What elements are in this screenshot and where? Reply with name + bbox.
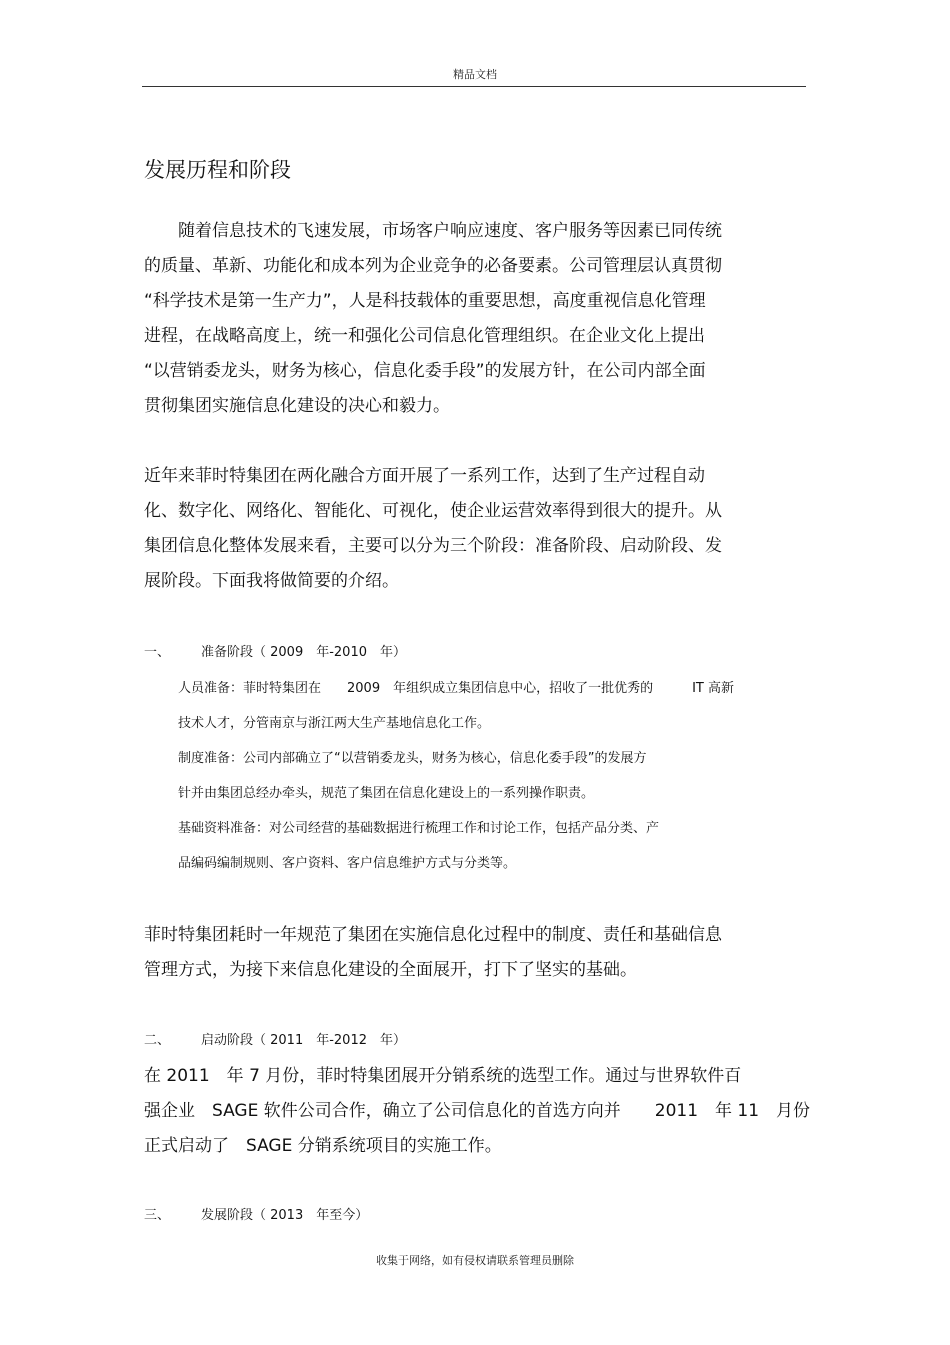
- section-number: 二、: [144, 1033, 171, 1048]
- paragraph-line: 在 2011 年 7 月份，菲时特集团展开分销系统的选型工作。通过与世界软件百: [144, 1066, 742, 1086]
- page-header: 精品文档: [453, 68, 497, 81]
- paragraph-line: 的质量、革新、功能化和成本列为企业竞争的必备要素。公司管理层认真贯彻: [144, 256, 722, 276]
- list-item-line: 人员准备：菲时特集团在 2009 年组织成立集团信息中心，招收了一批优秀的 IT 高新: [178, 681, 734, 696]
- list-item-line: 技术人才，分管南京与浙江两大生产基地信息化工作。: [178, 716, 491, 731]
- paragraph-line: 近年来菲时特集团在两化融合方面开展了一系列工作，达到了生产过程自动: [144, 466, 705, 486]
- paragraph-line: 正式启动了 SAGE 分销系统项目的实施工作。: [144, 1136, 502, 1156]
- paragraph-line: 化、数字化、网络化、智能化、可视化，使企业运营效率得到很大的提升。从: [144, 501, 722, 521]
- section-heading: 启动阶段（ 2011 年-2012 年）: [201, 1033, 406, 1048]
- list-item-line: 制度准备：公司内部确立了“以营销委龙头，财务为核心，信息化委手段”的发展方: [178, 751, 647, 766]
- page-footer: 收集于网络，如有侵权请联系管理员删除: [376, 1254, 574, 1267]
- section-number: 三、: [144, 1208, 171, 1223]
- paragraph-line: 贯彻集团实施信息化建设的决心和毅力。: [144, 396, 450, 416]
- section-heading: 准备阶段（ 2009 年-2010 年）: [201, 645, 406, 660]
- section-heading: 发展阶段（ 2013 年至今）: [201, 1208, 369, 1223]
- section-number: 一、: [144, 645, 171, 660]
- paragraph-line: “以营销委龙头，财务为核心，信息化委手段”的发展方针，在公司内部全面: [144, 361, 706, 381]
- paragraph-line: “科学技术是第一生产力”，人是科技载体的重要思想，高度重视信息化管理: [144, 291, 706, 311]
- list-item-line: 品编码编制规则、客户资料、客户信息维护方式与分类等。: [178, 856, 517, 871]
- paragraph-line: 随着信息技术的飞速发展，市场客户响应速度、客户服务等因素已同传统: [144, 221, 722, 241]
- paragraph-line: 进程，在战略高度上，统一和强化公司信息化管理组织。在企业文化上提出: [144, 326, 705, 346]
- header-divider: [142, 86, 806, 87]
- list-item-line: 针并由集团总经办牵头，规范了集团在信息化建设上的一系列操作职责。: [178, 786, 595, 801]
- paragraph-line: 展阶段。下面我将做简要的介绍。: [144, 571, 399, 591]
- paragraph-line: 强企业 SAGE 软件公司合作，确立了公司信息化的首选方向并 2011 年 11 月份: [144, 1101, 811, 1121]
- document-title: 发展历程和阶段: [144, 158, 291, 182]
- paragraph-line: 菲时特集团耗时一年规范了集团在实施信息化过程中的制度、责任和基础信息: [144, 925, 722, 945]
- list-item-line: 基础资料准备：对公司经营的基础数据进行梳理工作和讨论工作，包括产品分类、产: [178, 821, 660, 836]
- paragraph-line: 集团信息化整体发展来看，主要可以分为三个阶段：准备阶段、启动阶段、发: [144, 536, 722, 556]
- paragraph-line: 管理方式，为接下来信息化建设的全面展开，打下了坚实的基础。: [144, 960, 637, 980]
